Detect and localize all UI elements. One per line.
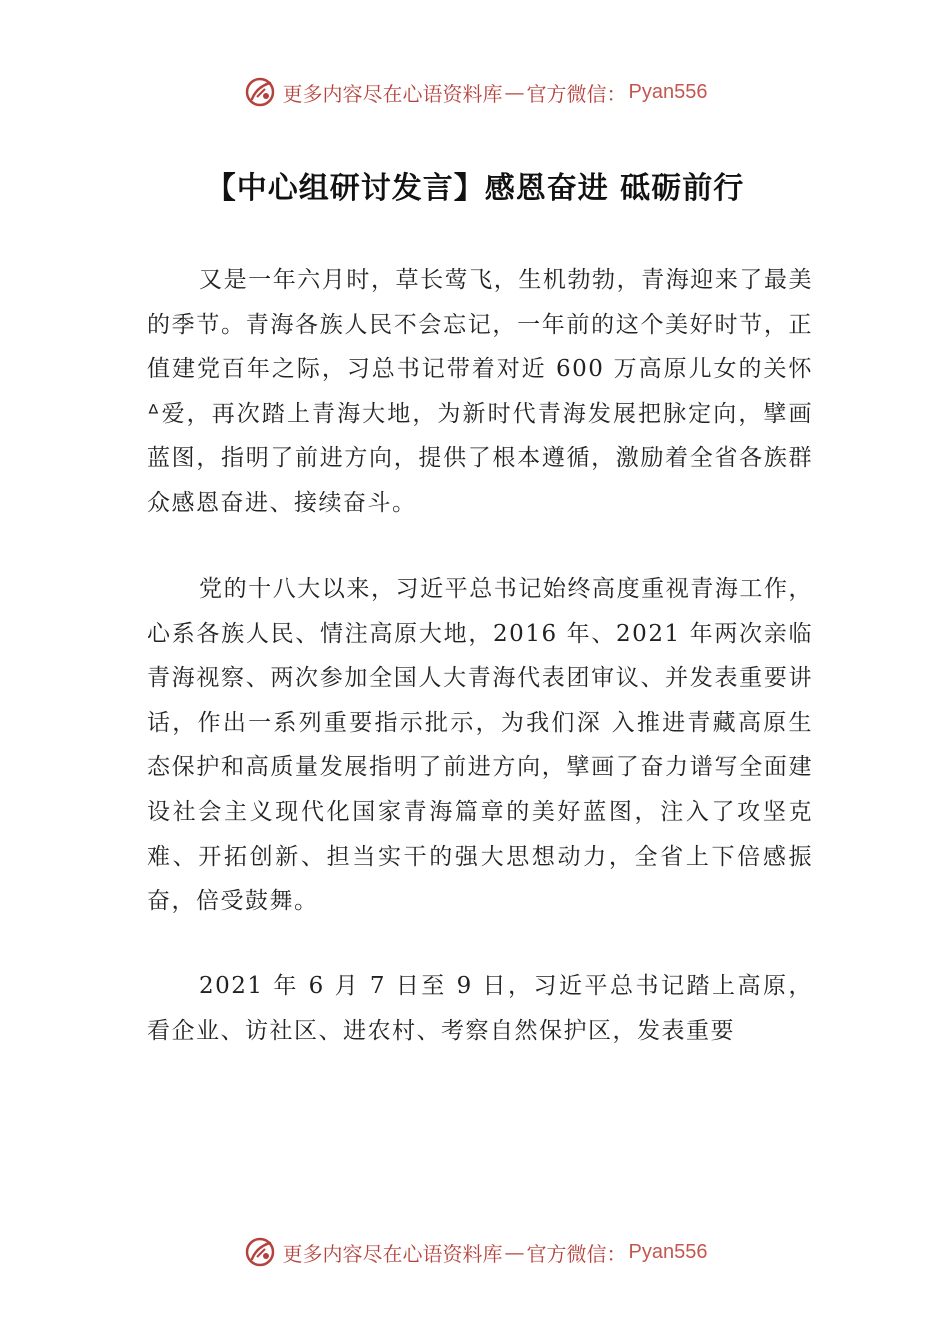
header-banner [0, 72, 950, 112]
banner-wechat-label: 官方微信： [526, 1241, 627, 1266]
banner-dash: — [504, 80, 525, 104]
banner-site-name: 更多内容尽在心语资料库 [282, 81, 503, 106]
library-logo-icon [243, 75, 277, 109]
banner-dash: — [504, 1240, 525, 1264]
footer-banner [0, 1232, 950, 1272]
paragraph-block-2 [147, 567, 813, 924]
banner-wechat-label: 官方微信： [526, 81, 627, 106]
banner-wechat-id: Pyan556 [628, 80, 708, 103]
document-title: 【中心组研讨发言】感恩奋进 砥砺前行 [205, 171, 745, 206]
paragraph: 2021 年 6 月 7 日至 9 日，习近平总书记踏上高原，看企业、访社区、进农村、考察自然保护区，发表重要 [147, 973, 813, 1044]
paragraph: 党的十八大以来，习近平总书记始终高度重视青海工作，心系各族人民、情注高原大地，2016 年、2021 年两次亲临青海视察、两次参加全国人大青海代表团审议、并发表重要讲话，作出一系列重要指示批示，为我们深 入推进青藏高原生态保护和高质量发展指明了前进方向，擘画了奋力谱写全面建设社会主义现代化国家青海篇章的美好蓝图，注入了攻坚克难、开拓创新、担当实干的强大思想动力，全省上下倍感振奋，倍受鼓舞。 [147, 576, 813, 915]
banner-site-name: 更多内容尽在心语资料库 [282, 1241, 503, 1266]
paragraph: 又是一年六月时，草长莺飞，生机勃勃，青海迎来了最美的季节。青海各族人民不会忘记，一年前的这个美好时节，正值建党百年之际，习总书记带着对近 600 万高原儿女的关怀ᐞ爱，再次踏上青海大地，为新时代青海发展把脉定向，擘画蓝图，指明了前进方向，提供了根本遵循，激励着全省各族群众感恩奋进、接续奋斗。 [147, 267, 813, 516]
paragraph-block-1 [147, 258, 813, 526]
paragraph-block-3 [147, 964, 813, 1053]
library-logo-icon [243, 1235, 277, 1269]
banner-wechat-id: Pyan556 [628, 1240, 708, 1263]
